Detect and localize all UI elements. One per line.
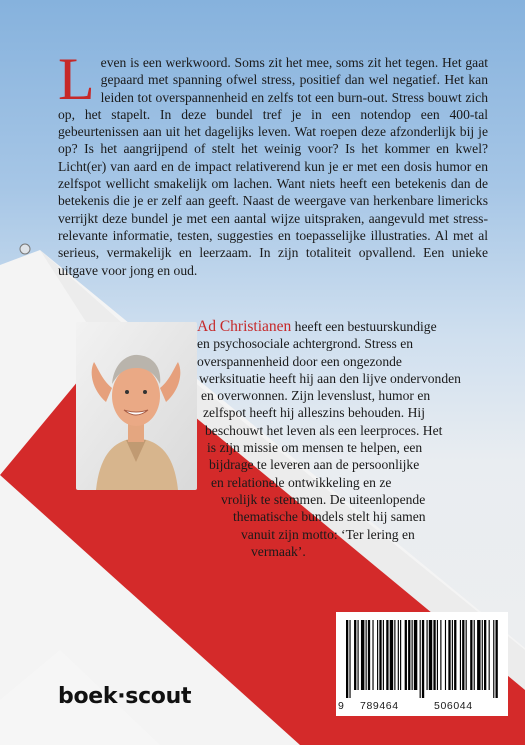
barcode-bar [358, 620, 359, 690]
back-cover-blurb [58, 46, 489, 279]
author-bio-line: en relationele ontwikkeling en ze [211, 474, 392, 490]
barcode-bars [342, 620, 502, 698]
barcode-bar [379, 620, 381, 690]
barcode-bar [466, 620, 467, 690]
author-bio-line: bijdrage te leveren aan de persoonlijke [209, 457, 420, 473]
barcode-bar [368, 620, 370, 690]
barcode-bar [383, 620, 384, 690]
blurb-line: testen, suggesties en toepasselijke illustraties. Al met [177, 227, 474, 243]
barcode-bar [470, 620, 472, 690]
barcode-bar [482, 620, 483, 690]
barcode-bar [400, 620, 401, 690]
barcode-bar [420, 620, 421, 698]
barcode-bar [412, 620, 413, 690]
barcode-bar [386, 620, 388, 690]
blurb-line: opvallend. Een unieke uitgave voor jong en oud. [58, 245, 489, 278]
barcode-bar [361, 620, 364, 690]
barcode-left-group: 789464 [360, 700, 399, 712]
blurb-line: Het gaat gepaard met spanning ofwel stress, positief dan wel [100, 55, 489, 88]
barcode-bar [454, 620, 456, 690]
author-name: Ad Christianen [197, 318, 292, 335]
author-bio-line: en overwonnen. Zijn levenslust, humor en [201, 388, 431, 404]
barcode-bar [477, 620, 480, 690]
barcode-bar [429, 620, 432, 690]
author-bio-line: vermaak’. [251, 543, 306, 559]
barcode-bar [460, 620, 461, 690]
blurb-line: al serieus, vermakelijk en leerzaam. In zijn totaliteit [58, 227, 488, 261]
blurb-line: negatief. Het kan leiden tot overspannenheid en zelfs tot een [100, 72, 488, 105]
barcode-bar [346, 620, 348, 698]
barcode-bar [484, 620, 486, 690]
blurb-line: wellicht smakelijk om lachen. Want niets heeft een betekenis dan [105, 176, 471, 192]
author-bio-line: werksituatie heeft hij aan den lijve ondervonden [199, 370, 461, 386]
blurb-line: het weinig voor? Is het kommer en kwel? Licht(er) van aard en de [58, 141, 489, 174]
barcode-bar [349, 620, 350, 698]
barcode-bar [408, 620, 410, 690]
author-bio-line: zelfspot heeft hij alleszins behouden. Hij [203, 405, 425, 421]
barcode-bar [440, 620, 441, 690]
author-bio-line: heeft een bestuurskundige [291, 319, 437, 334]
author-bio-first-line [197, 318, 490, 335]
author-bio-line: en psychosociale achtergrond. Stress en [197, 336, 414, 352]
barcode-bar [390, 620, 393, 690]
barcode-bar [377, 620, 378, 690]
barcode-bar [496, 620, 498, 698]
barcode-bar [433, 620, 435, 690]
barcode-bar [398, 620, 399, 690]
blurb-line: even is een werkwoord. Soms zit het mee, soms zit het tegen. [100, 55, 439, 70]
barcode-bar [445, 620, 446, 690]
author-bio-line: vanuit zijn motto: ‘Ter lering en [241, 526, 415, 542]
barcode-bar [372, 620, 373, 690]
isbn-barcode [336, 612, 508, 716]
publisher-logo: boek·scout [58, 684, 192, 709]
author-bio-line: vrolijk te stemmen. De uiteenlopende [221, 491, 426, 507]
barcode-bar [354, 620, 356, 690]
blurb-line: wijze uitspraken, aangevuld met stress-relevante informatie, [58, 210, 488, 243]
author-photo [76, 322, 197, 490]
blurb-line: impact relativerend kun je er met een dosis humor en zelfspot [58, 158, 488, 192]
barcode-right-group: 506044 [434, 700, 473, 712]
barcode-bar [414, 620, 417, 690]
author-bio [197, 318, 490, 560]
barcode-bar [422, 620, 424, 698]
blurb-line: een notendop een 400-tal gebeurtenissen aan uit het dagelijks leven. [58, 106, 488, 140]
barcode-bar [394, 620, 395, 690]
blurb-line: herkenbare limericks verrijkt deze bundel je met een aantal [58, 193, 489, 226]
drop-cap-letter: L [58, 46, 95, 112]
barcode-bar [427, 620, 428, 690]
barcode-bar [452, 620, 453, 690]
barcode-bar [474, 620, 475, 690]
barcode-bar [437, 620, 438, 690]
blurb-line: burn-out. Stress bouwt zich op, het stapelt. In deze bundel tref je in [58, 89, 488, 122]
barcode-bar [448, 620, 450, 690]
barcode-bar [489, 620, 490, 690]
author-bio-line: thematische bundels stelt hij samen [233, 509, 426, 525]
barcode-bar [462, 620, 464, 690]
barcode-bar [366, 620, 367, 690]
barcode-bar [493, 620, 494, 698]
barcode-first-digit: 9 [338, 700, 345, 712]
blurb-line: Wat roepen deze afzonderlijk bij je op? Is het aangrijpend of stelt [58, 124, 488, 157]
author-bio-line: beschouwt het leven als een leerproces. Het [205, 422, 443, 438]
barcode-bar [405, 620, 407, 690]
author-bio-line: is zijn missie om mensen te helpen, een [207, 440, 423, 456]
blurb-line: de betekenis die je er zelf aan geeft. Naast de weergave van [58, 176, 488, 209]
author-bio-line: overspannenheid door een ongezonde [197, 353, 402, 369]
